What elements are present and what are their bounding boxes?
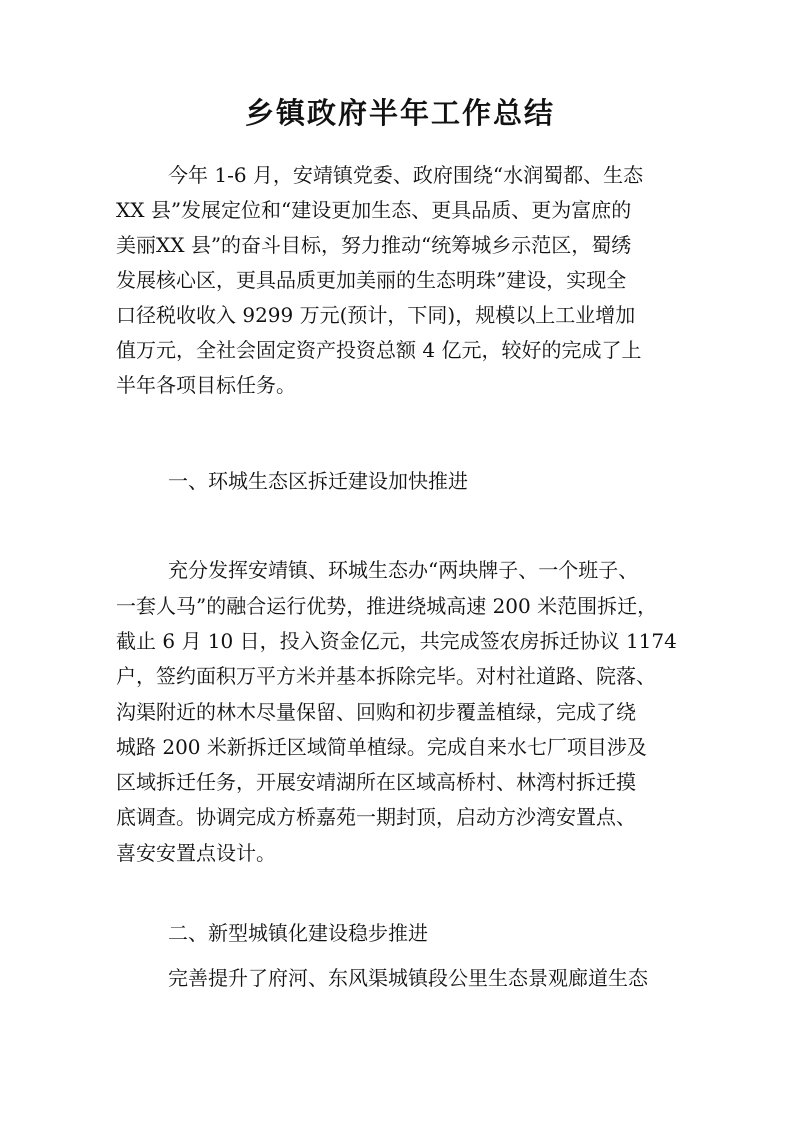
paragraph-text: 完善提升了府河、东风渠城镇段公里生态景观廊道生态 — [168, 966, 648, 990]
paragraph-text: 值万元，全社会固定资产投资总额 4 亿元，较好的完成了上 — [116, 338, 642, 362]
paragraph-text: 截止 6 月 10 日，投入资金亿元，共完成签农房拆迁协议 1174 — [116, 629, 677, 653]
paragraph-text: 充分发挥安靖镇、环城生态办“两块牌子、一个班子、 — [168, 558, 639, 582]
paragraph-text: 区域拆迁任务，开展安靖湖所在区域高桥村、林湾村拆迁摸 — [116, 770, 636, 794]
section-heading-text: 一、环城生态区拆迁建设加快推进 — [168, 469, 468, 493]
paragraph-text: 喜安安置点设计。 — [116, 841, 276, 865]
paragraph-text: 城路 200 米新拆迁区域简单植绿。完成自来水七厂项目涉及 — [116, 735, 647, 759]
paragraph-text: 美丽XX 县”的奋斗目标，努力推动“统筹城乡示范区，蜀绣 — [116, 233, 632, 257]
paragraph-text: 一套人马”的融合运行优势，推进绕城高速 200 米范围拆迁， — [116, 594, 658, 618]
section-heading-text: 二、新型城镇化建设稳步推进 — [168, 921, 428, 945]
paragraph-text: 户，签约面积万平方米并基本拆除完毕。对村社道路、院落、 — [116, 664, 656, 688]
paragraph-text: 沟渠附近的林木尽量保留、回购和初步覆盖植绿，完成了绕 — [116, 700, 636, 724]
paragraph-text: 半年各项目标任务。 — [116, 373, 296, 397]
document-title: 乡镇政府半年工作总结 — [244, 96, 555, 130]
paragraph-text: 发展核心区，更具品质更加美丽的生态明珠”建设，实现全 — [116, 268, 627, 292]
paragraph-text: 口径税收收入 9299 万元(预计，下同)，规模以上工业增加 — [116, 303, 636, 327]
paragraph-text: 底调查。协调完成方桥嘉苑一期封顶，启动方沙湾安置点、 — [116, 805, 636, 829]
paragraph-text: 今年 1-6 月，安靖镇党委、政府围绕“水润蜀都、生态 — [168, 163, 644, 187]
paragraph-text: XX 县”发展定位和“建设更加生态、更具品质、更为富庶的 — [116, 198, 632, 222]
